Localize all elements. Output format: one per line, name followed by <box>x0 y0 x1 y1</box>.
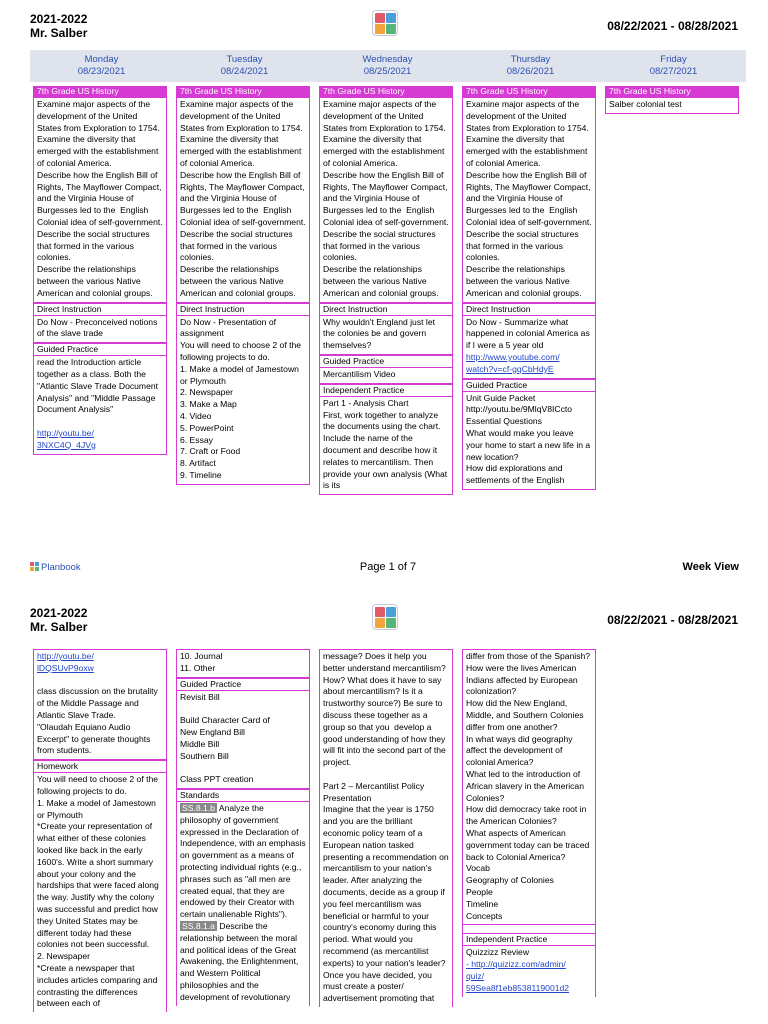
planbook-brand[interactable]: Planbook <box>30 562 81 573</box>
objectives: Examine major aspects of the development of the United States from Exploration to 1754. Examine the diversity that emerged with the establishment of colonial America. Describe how the English Bill of Rights, The Mayflower Compact, and the Virginia House of Burgesses led to the English Colonial idea of self-government. Describe the social structures that formed in the various colonies. Describe the relationships between the various Native American and colonial groups. <box>462 97 596 303</box>
lesson-wednesday <box>319 86 453 495</box>
section-label-guided: Guided Practice <box>462 379 596 391</box>
lesson-wednesday-cont <box>319 649 453 1024</box>
section-label-independent: Independent Practice <box>319 384 453 396</box>
course-title: 7th Grade US History <box>462 86 596 97</box>
date-range: 08/22/2021 - 08/28/2021 <box>607 613 738 627</box>
homework-body: You will need to choose 2 of the following projects to do. 1. Make a model of Jamestown or Plymouth *Create your representation of what either of these colonies looked like back in the early 1600's. Write a short summary about your colony and the hardships that were faced along the way. Justify why the colony was successful and predict how they United States may be different today had these colonies not been successful. 2. Newspaper *Create a newspaper that includes articles comparing and contrasting the differences between each of <box>33 772 167 1012</box>
course-title: 7th Grade US History <box>33 86 167 97</box>
day-header-thursday: Thursday 08/26/2021 <box>506 54 555 77</box>
day-header-row <box>30 50 746 82</box>
page-number: Page 1 of 7 <box>359 561 417 573</box>
page-footer <box>30 558 746 578</box>
lesson-tuesday <box>176 86 310 485</box>
section-label-guided: Guided Practice <box>319 355 453 367</box>
day-header-wednesday: Wednesday 08/25/2021 <box>362 54 413 77</box>
header-left <box>30 12 87 40</box>
project-list-cont: 10. Journal 11. Other <box>176 649 310 678</box>
day-header-monday: Monday 08/23/2021 <box>77 54 126 77</box>
direct-instruction-body: Do Now - Presentation of assignment You will need to choose 2 of the following projects to do. 1. Make a model of Jamestown or Plymouth 2. Newspaper 3. Make a Map 4. Video 5. PowerPoint 6. Essay 7. Craft or Food 8. Artifact 9. Timeline <box>176 315 310 485</box>
lesson-friday <box>605 86 739 114</box>
date-range: 08/22/2021 - 08/28/2021 <box>607 19 738 33</box>
guided-practice-cont: http://youtu.be/ lDQSUvP9oxw class discussion on the brutality of the Middle Passage and Atlantic Slave Trade. "Olaudah Equiano Audio Excerpt" to generate thoughts from students. <box>33 649 167 760</box>
lesson-tuesday-cont <box>176 649 310 1024</box>
independent-practice-body: Quizzizz Review - http://quizizz.com/admin/ quiz/ 59Sea8f1eb8538119001d2 <box>462 945 596 996</box>
objectives: Examine major aspects of the development of the United States from Exploration to 1754. Examine the diversity that emerged with the establishment of colonial America. Describe how the English Bill of Rights, The Mayflower Compact, and the Virginia House of Burgesses led to the English Colonial idea of self-government. Describe the social structures that formed in the various colonies. Describe the relationships between the various Native American and colonial groups. <box>33 97 167 303</box>
standard-code: SS.8.1.b <box>182 802 215 813</box>
day-header-tuesday: Tuesday 08/24/2021 <box>220 54 269 77</box>
section-label-independent: Independent Practice <box>462 933 596 945</box>
section-label-homework: Homework <box>33 760 167 772</box>
day-header-friday: Friday 08/27/2021 <box>649 54 698 77</box>
lesson-thursday <box>462 86 596 490</box>
teacher-name: Mr. Salber <box>30 26 88 40</box>
teacher-name: Mr. Salber <box>30 620 88 634</box>
youtube-link[interactable]: http://www.youtube.com/ watch?v=cf-gqCbHdyE <box>466 351 560 374</box>
direct-instruction-body: Why wouldn't England just let the colonies be and govern themselves? <box>319 315 453 355</box>
standards-body: SS.8.1.b Analyze the philosophy of government expressed in the Declaration of Independence, with an emphasis on government as a means of protecting individual rights (e.g., phrases such as "all men are created equal, that they are endowed by their Creator with certain unalienable Rights"). SS.8.1.a Describe the relationship between the moral and political ideas of the Great Awakening, the Enlightenment, and Western Political philosophies and the development of revolutionary <box>176 801 310 1006</box>
guided-practice-body: read the Introduction article together as a class. Both the "Atlantic Slave Trade Document Analysis" and "Middle Passage Document Analysis" http://youtu.be/ 3NXC4Q_4JVg <box>33 355 167 454</box>
independent-practice-body: Part 1 - Analysis Chart First, work together to analyze the documents using the chart. Include the name of the document and describe how it relates to mercantilism. Then provide your own analysis (What is its <box>319 396 453 495</box>
video-link[interactable]: http://youtu.be/ lDQSUvP9oxw <box>37 651 94 673</box>
objectives: Examine major aspects of the development of the United States from Exploration to 1754. Examine the diversity that emerged with the establishment of colonial America. Describe how the English Bill of Rights, The Mayflower Compact, and the Virginia House of Burgesses led to the English Colonial idea of self-government. Describe the social structures that formed in the various colonies. Describe the relationships between the various Native American and colonial groups. <box>176 97 310 303</box>
essential-questions-cont: differ from those of the Spanish? How were the lives American Indians affected by European colonization? How did the New England, Middle, and Southern Colonies differ from one another? In what ways did geography affect the development of colonial America? What led to the introduction of African slavery in the American Colonies? How did democracy take root in the American Colonies? What aspects of American government today can be traced back to Colonial America? Vocab Geography of Colonies People Timeline Concepts <box>462 649 596 925</box>
page-header <box>0 0 768 44</box>
section-label-guided: Guided Practice <box>33 343 167 355</box>
friday-body: Salber colonial test <box>605 97 739 114</box>
header-left <box>30 606 87 634</box>
section-label-direct: Direct Instruction <box>319 303 453 315</box>
quizizz-link[interactable]: - http://quizizz.com/admin/ quiz/ 59Sea8f1eb8538119001d2 <box>466 959 570 993</box>
direct-instruction-body: Do Now - Summarize what happened in colonial America as if I were a 5 year old http://www.youtube.com/ watch?v=cf-gqCbHdyE <box>462 315 596 379</box>
lesson-monday <box>33 86 167 455</box>
section-label-direct: Direct Instruction <box>462 303 596 315</box>
course-title: 7th Grade US History <box>176 86 310 97</box>
view-label: Week View <box>682 561 739 573</box>
direct-instruction-body: Do Now - Preconceived notions of the slave trade <box>33 315 167 344</box>
section-label-direct: Direct Instruction <box>33 303 167 315</box>
page-header-2 <box>0 594 768 638</box>
section-label-direct: Direct Instruction <box>176 303 310 315</box>
section-label-standards: Standards <box>176 789 310 801</box>
standard-code: SS.8.1.a <box>182 920 215 931</box>
lesson-monday-cont <box>33 649 167 1024</box>
planbook-logo-icon <box>372 10 398 36</box>
section-label-guided: Guided Practice <box>176 678 310 690</box>
guided-practice-body: Revisit Bill Build Character Card of New England Bill Middle Bill Southern Bill Class PPT creation <box>176 690 310 789</box>
video-link[interactable]: http://youtu.be/ 3NXC4Q_4JVg <box>37 427 96 450</box>
independent-practice-cont: message? Does it help you better understand mercantilism? How? What does it have to say about mercantilism? Is it a trustworthy source?) Be sure to discuss these together as a group so that you develop a good understanding of how they will fit into the second part of the project. Part 2 – Mercantilist Policy Presentation Imagine that the year is 1750 and you are the brilliant economic policy team of a European nation tasked presenting a recommendation on mercantilism to your nation's leader. After analyzing the documents, decide as a group if you feel mercantilism was beneficial or harmful to your country's economy during this period. What would you recommend (as mercantilist experts) to your nation's leader? Once you have decided, you must create a poster/ advertisement promoting that <box>319 649 453 1007</box>
school-year: 2021-2022 <box>30 12 88 26</box>
guided-practice-body: Mercantilism Video <box>319 367 453 384</box>
school-year: 2021-2022 <box>30 606 88 620</box>
objectives: Examine major aspects of the development of the United States from Exploration to 1754. Examine the diversity that emerged with the establishment of colonial America. Describe how the English Bill of Rights, The Mayflower Compact, and the Virginia House of Burgesses led to the English Colonial idea of self-government. Describe the social structures that formed in the various colonies. Describe the relationships between the various Native American and colonial groups. <box>319 97 453 303</box>
guided-practice-body: Unit Guide Packet http://youtu.be/9MlqV8ICcto Essential Questions What would make you leave your home to start a new life in a new location? How did explorations and settlements of the English <box>462 391 596 490</box>
lesson-thursday-cont <box>462 649 596 1024</box>
planbook-logo-icon <box>372 604 398 630</box>
course-title: 7th Grade US History <box>605 86 739 97</box>
course-title: 7th Grade US History <box>319 86 453 97</box>
